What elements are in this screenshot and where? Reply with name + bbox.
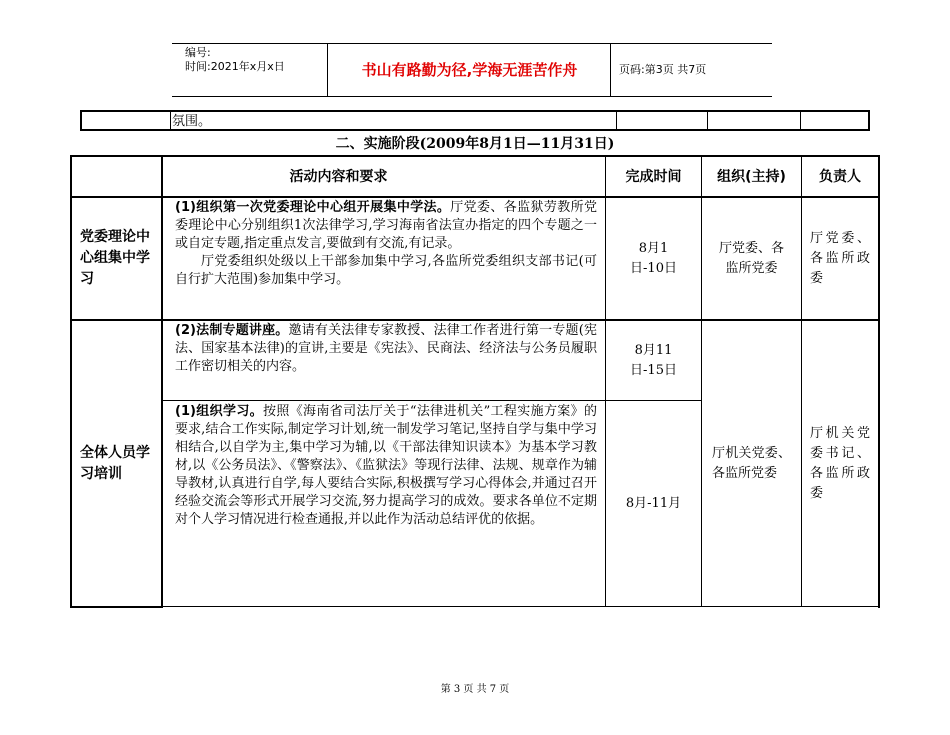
category-party-study: 党委理论中心组集中学习 — [80, 229, 150, 287]
header-owner: 负责人 — [819, 168, 861, 185]
header-content: 活动内容和要求 — [289, 168, 388, 185]
organizer: 厅党委、各监所党委 — [718, 240, 784, 276]
activity-lead: (2)法制专题讲座。 — [175, 323, 289, 338]
activity-content — [163, 322, 605, 400]
table-border-right — [878, 155, 880, 608]
responsible-person: 厅机关党委书记、各监所政委 — [810, 425, 870, 501]
activity-body: 邀请有关法律专家教授、法律工作者进行第一专题(宪法、国家基本法律)的宣讲,主要是《宪法》、民商法、经济法与公务员履职工作密切相关的内容。 — [175, 323, 597, 374]
page-header — [172, 43, 772, 97]
time-label: 时间:2021年x月x日 — [185, 60, 285, 73]
header-motto: 书山有路勤为径,学海无涯苦作舟 — [329, 44, 611, 96]
continuation-row — [80, 110, 870, 131]
activity-lead: (1)组织学习。 — [175, 404, 264, 419]
activity-body: 厅党委、各监狱劳教所党委理论中心分别组织1次法律学习,学习海南省法宣办指定的四个专题之一或自定专题,指定重点发言,要做到有交流,有记录。 — [175, 200, 597, 251]
header-org: 组织(主持) — [717, 168, 786, 185]
col-divider — [800, 112, 801, 131]
page-footer: 第 3 页 共 7 页 — [440, 684, 510, 695]
section-title: 二、实施阶段(2009年8月1日—11月31日) — [335, 136, 615, 152]
category-all-staff: 全体人员学习培训 — [80, 444, 150, 482]
col-divider — [616, 112, 617, 131]
col-divider — [707, 112, 708, 131]
completion-time: 8月-11月 — [625, 495, 682, 511]
table-border-bottom — [70, 606, 162, 608]
completion-time: 8月11日-15日 — [630, 342, 677, 378]
col-divider — [170, 112, 171, 131]
activity-lead: (1)组织第一次党委理论中心组开展集中学法。 — [175, 200, 451, 215]
continuation-text: 氛围。 — [172, 114, 212, 129]
header-page-label: 页码:第3页 共7页 — [619, 63, 707, 76]
activity-content — [163, 403, 605, 606]
number-label: 编号: — [185, 46, 211, 59]
responsible-person: 厅党委、各监所政委 — [810, 230, 870, 286]
activity-body: 按照《海南省司法厅关于“法律进机关”工程实施方案》的要求,结合工作实际,制定学习计划,统一制发学习笔记,坚持自学与集中学习相结合,以自学为主,集中学习为辅,以《干部法律知识读本》为基本学习教材,以《公务员法》、《警察法》、《监狱法》等现行法律、法规、规章作为辅导教材,认真进行自学,每人要结合实际,积极撰写学习心得体会,并通过召开经验交流会等形式开展学习交流,努力提高学习的成效。要求各单位不定期对个人学习情况进行检查通报,并以此作为活动总结评优的依据。 — [175, 404, 597, 527]
header-time: 完成时间 — [625, 168, 682, 185]
header-meta — [172, 44, 328, 96]
activity-content — [163, 199, 605, 319]
table-border-bottom — [162, 606, 880, 607]
completion-time: 8月1日-10日 — [630, 240, 677, 276]
organizer: 厅机关党委、各监所党委 — [712, 445, 791, 481]
activity-table — [70, 155, 880, 608]
activity-extra: 厅党委组织处级以上干部参加集中学习,各监所党委组织支部书记(可自行扩大范围)参加集中学习。 — [175, 254, 597, 287]
